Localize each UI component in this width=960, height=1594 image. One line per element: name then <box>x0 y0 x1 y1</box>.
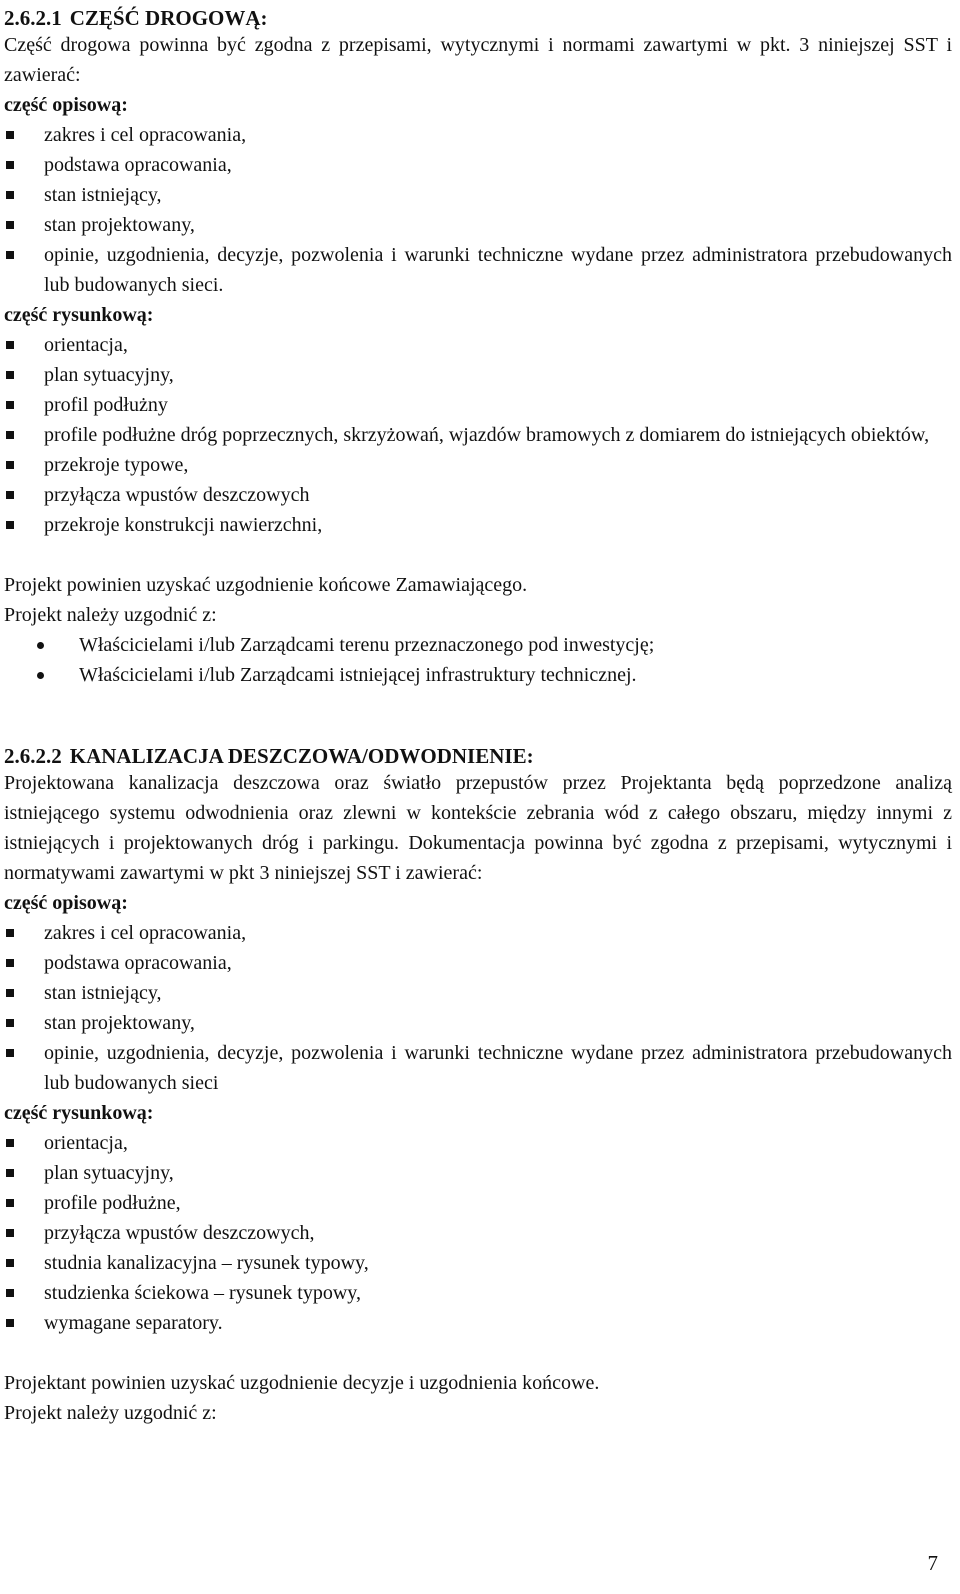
list-item: profile podłużne, <box>4 1188 952 1218</box>
descriptive-part-list <box>4 918 952 1098</box>
list-item: profil podłużny <box>4 390 952 420</box>
descriptive-part-list <box>4 120 952 300</box>
section-intro: Część drogowa powinna być zgodna z przepisami, wytycznymi i normami zawartymi w pkt. 3 niniejszej SST i zawierać: <box>4 34 952 86</box>
list-item: orientacja, <box>4 330 952 360</box>
descriptive-part-label: część opisową: <box>4 892 128 914</box>
page-number: 7 <box>927 1551 938 1575</box>
document-page <box>4 0 952 1428</box>
list-item: plan sytuacyjny, <box>4 1158 952 1188</box>
list-item: orientacja, <box>4 1128 952 1158</box>
list-item: opinie, uzgodnienia, decyzje, pozwolenia i warunki techniczne wydane przez administratora przebudowanych lub budowanych sieci <box>4 1038 952 1098</box>
coordinate-list <box>4 630 952 690</box>
list-item: studnia kanalizacyjna – rysunek typowy, <box>4 1248 952 1278</box>
coordinate-note: Projekt należy uzgodnić z: <box>4 1402 217 1424</box>
list-item: plan sytuacyjny, <box>4 360 952 390</box>
section-title: CZĘŚĆ DROGOWĄ: <box>69 6 268 30</box>
list-item: przekroje konstrukcji nawierzchni, <box>4 510 952 540</box>
list-item: zakres i cel opracowania, <box>4 120 952 150</box>
list-item: stan istniejący, <box>4 978 952 1008</box>
list-item: Właścicielami i/lub Zarządcami istniejącej infrastruktury technicznej. <box>4 660 952 690</box>
coordinate-note: Projekt należy uzgodnić z: <box>4 604 217 626</box>
list-item: wymagane separatory. <box>4 1308 952 1338</box>
list-item: podstawa opracowania, <box>4 948 952 978</box>
drawing-part-label: część rysunkową: <box>4 304 154 326</box>
list-item: przyłącza wpustów deszczowych <box>4 480 952 510</box>
list-item: zakres i cel opracowania, <box>4 918 952 948</box>
drawing-part-label: część rysunkową: <box>4 1102 154 1124</box>
section-heading-drainage <box>4 738 952 768</box>
list-item: stan projektowany, <box>4 210 952 240</box>
section-number: 2.6.2.2 <box>4 744 62 768</box>
approval-note: Projektant powinien uzyskać uzgodnienie decyzje i uzgodnienia końcowe. <box>4 1372 600 1394</box>
list-item: opinie, uzgodnienia, decyzje, pozwolenia i warunki techniczne wydane przez administratora przebudowanych lub budowanych sieci. <box>4 240 952 300</box>
descriptive-part-label: część opisową: <box>4 94 128 116</box>
list-item: przekroje typowe, <box>4 450 952 480</box>
section-title: KANALIZACJA DESZCZOWA/ODWODNIENIE: <box>69 744 534 768</box>
section-number: 2.6.2.1 <box>4 6 62 30</box>
list-item: przyłącza wpustów deszczowych, <box>4 1218 952 1248</box>
list-item: stan istniejący, <box>4 180 952 210</box>
list-item: stan projektowany, <box>4 1008 952 1038</box>
list-item: podstawa opracowania, <box>4 150 952 180</box>
section-intro: Projektowana kanalizacja deszczowa oraz światło przepustów przez Projektanta będą poprzedzone analizą istniejącego systemu odwodnienia oraz zlewni w kontekście zebrania wód z całego obszaru, między innymi z istniejących i projektowanych dróg i parkingu. Dokumentacja powinna być zgodna z przepisami, wytycznymi i normatywami zawartymi w pkt 3 niniejszej SST i zawierać: <box>4 772 952 884</box>
approval-note: Projekt powinien uzyskać uzgodnienie końcowe Zamawiającego. <box>4 574 528 596</box>
list-item: studzienka ściekowa – rysunek typowy, <box>4 1278 952 1308</box>
drawing-part-list <box>4 1128 952 1338</box>
list-item: Właścicielami i/lub Zarządcami terenu przeznaczonego pod inwestycję; <box>4 630 952 660</box>
list-item: profile podłużne dróg poprzecznych, skrzyżowań, wjazdów bramowych z domiarem do istniejących obiektów, <box>4 420 952 450</box>
drawing-part-list <box>4 330 952 540</box>
section-heading-road <box>4 0 952 30</box>
